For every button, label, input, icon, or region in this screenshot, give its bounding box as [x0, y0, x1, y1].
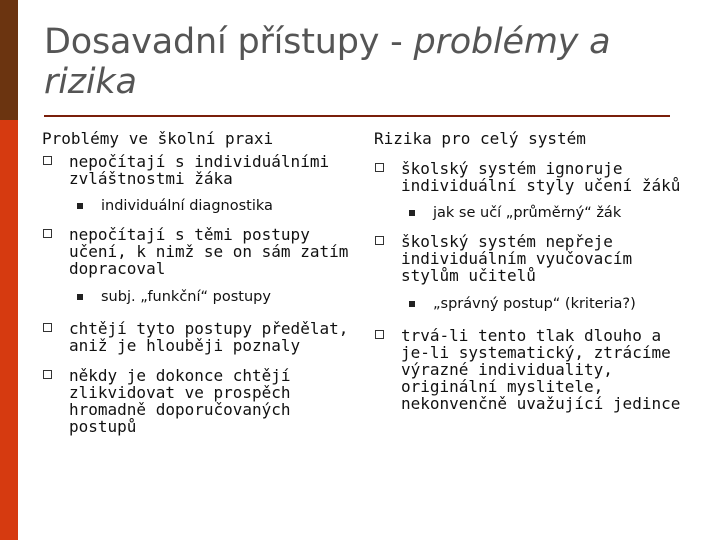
list-item: [374, 160, 694, 194]
slide-title-italic: problémy a rizika: [44, 22, 611, 102]
filled-square-bullet-icon: [77, 203, 83, 209]
list-item: [42, 367, 362, 435]
list-item-text: chtějí tyto postupy předělat, aniž je hlouběji poznaly: [69, 319, 349, 355]
sub-list-item: [42, 198, 362, 215]
decorative-band-bottom: [0, 120, 18, 540]
left-column: [42, 130, 362, 435]
title-divider: [44, 115, 670, 117]
right-column: [374, 130, 694, 412]
list-item: [374, 233, 694, 284]
left-column-heading: Problémy ve školní praxi: [42, 129, 274, 148]
sub-list-item: [374, 205, 694, 222]
decorative-band-top: [0, 0, 18, 120]
list-item-text: nepočítají s těmi postupy učení, k nimž se on sám zatím dopracoval: [69, 225, 349, 278]
hollow-square-bullet-icon: [43, 370, 52, 379]
list-item-text: trvá-li tento tlak dlouho a je-li systematický, ztrácíme výrazné individuality, originální myslitele, nekonvenčně uvažující jedince: [401, 326, 681, 413]
list-item-text: školský systém ignoruje individuální styly učení žáků: [401, 159, 681, 195]
sub-list-item: [42, 289, 362, 306]
filled-square-bullet-icon: [409, 301, 415, 307]
right-column-heading: Rizika pro celý systém: [374, 129, 586, 148]
hollow-square-bullet-icon: [43, 229, 52, 238]
list-item-text: nepočítají s individuálními zvláštnostmi žáka: [69, 152, 330, 188]
filled-square-bullet-icon: [409, 210, 415, 216]
list-item-text: někdy je dokonce chtějí zlikvidovat ve prospěch hromadně doporučovaných postupů: [69, 366, 291, 436]
hollow-square-bullet-icon: [43, 156, 52, 165]
list-item: [42, 320, 362, 354]
filled-square-bullet-icon: [77, 294, 83, 300]
list-item: [42, 153, 362, 187]
slide-title: [44, 22, 684, 102]
list-item: [42, 226, 362, 277]
hollow-square-bullet-icon: [43, 323, 52, 332]
hollow-square-bullet-icon: [375, 236, 384, 245]
list-item: [374, 327, 694, 412]
sub-list-item-text: jak se učí „průměrný“ žák: [433, 205, 622, 221]
hollow-square-bullet-icon: [375, 330, 384, 339]
sub-list-item-text: „správný postup“ (kriteria?): [433, 296, 636, 312]
slide-title-regular: Dosavadní přístupy -: [44, 22, 414, 62]
hollow-square-bullet-icon: [375, 163, 384, 172]
sub-list-item-text: subj. „funkční“ postupy: [101, 289, 271, 305]
sub-list-item-text: individuální diagnostika: [101, 198, 273, 214]
sub-list-item: [374, 296, 694, 313]
list-item-text: školský systém nepřeje individuálním vyučovacím stylům učitelů: [401, 232, 633, 285]
